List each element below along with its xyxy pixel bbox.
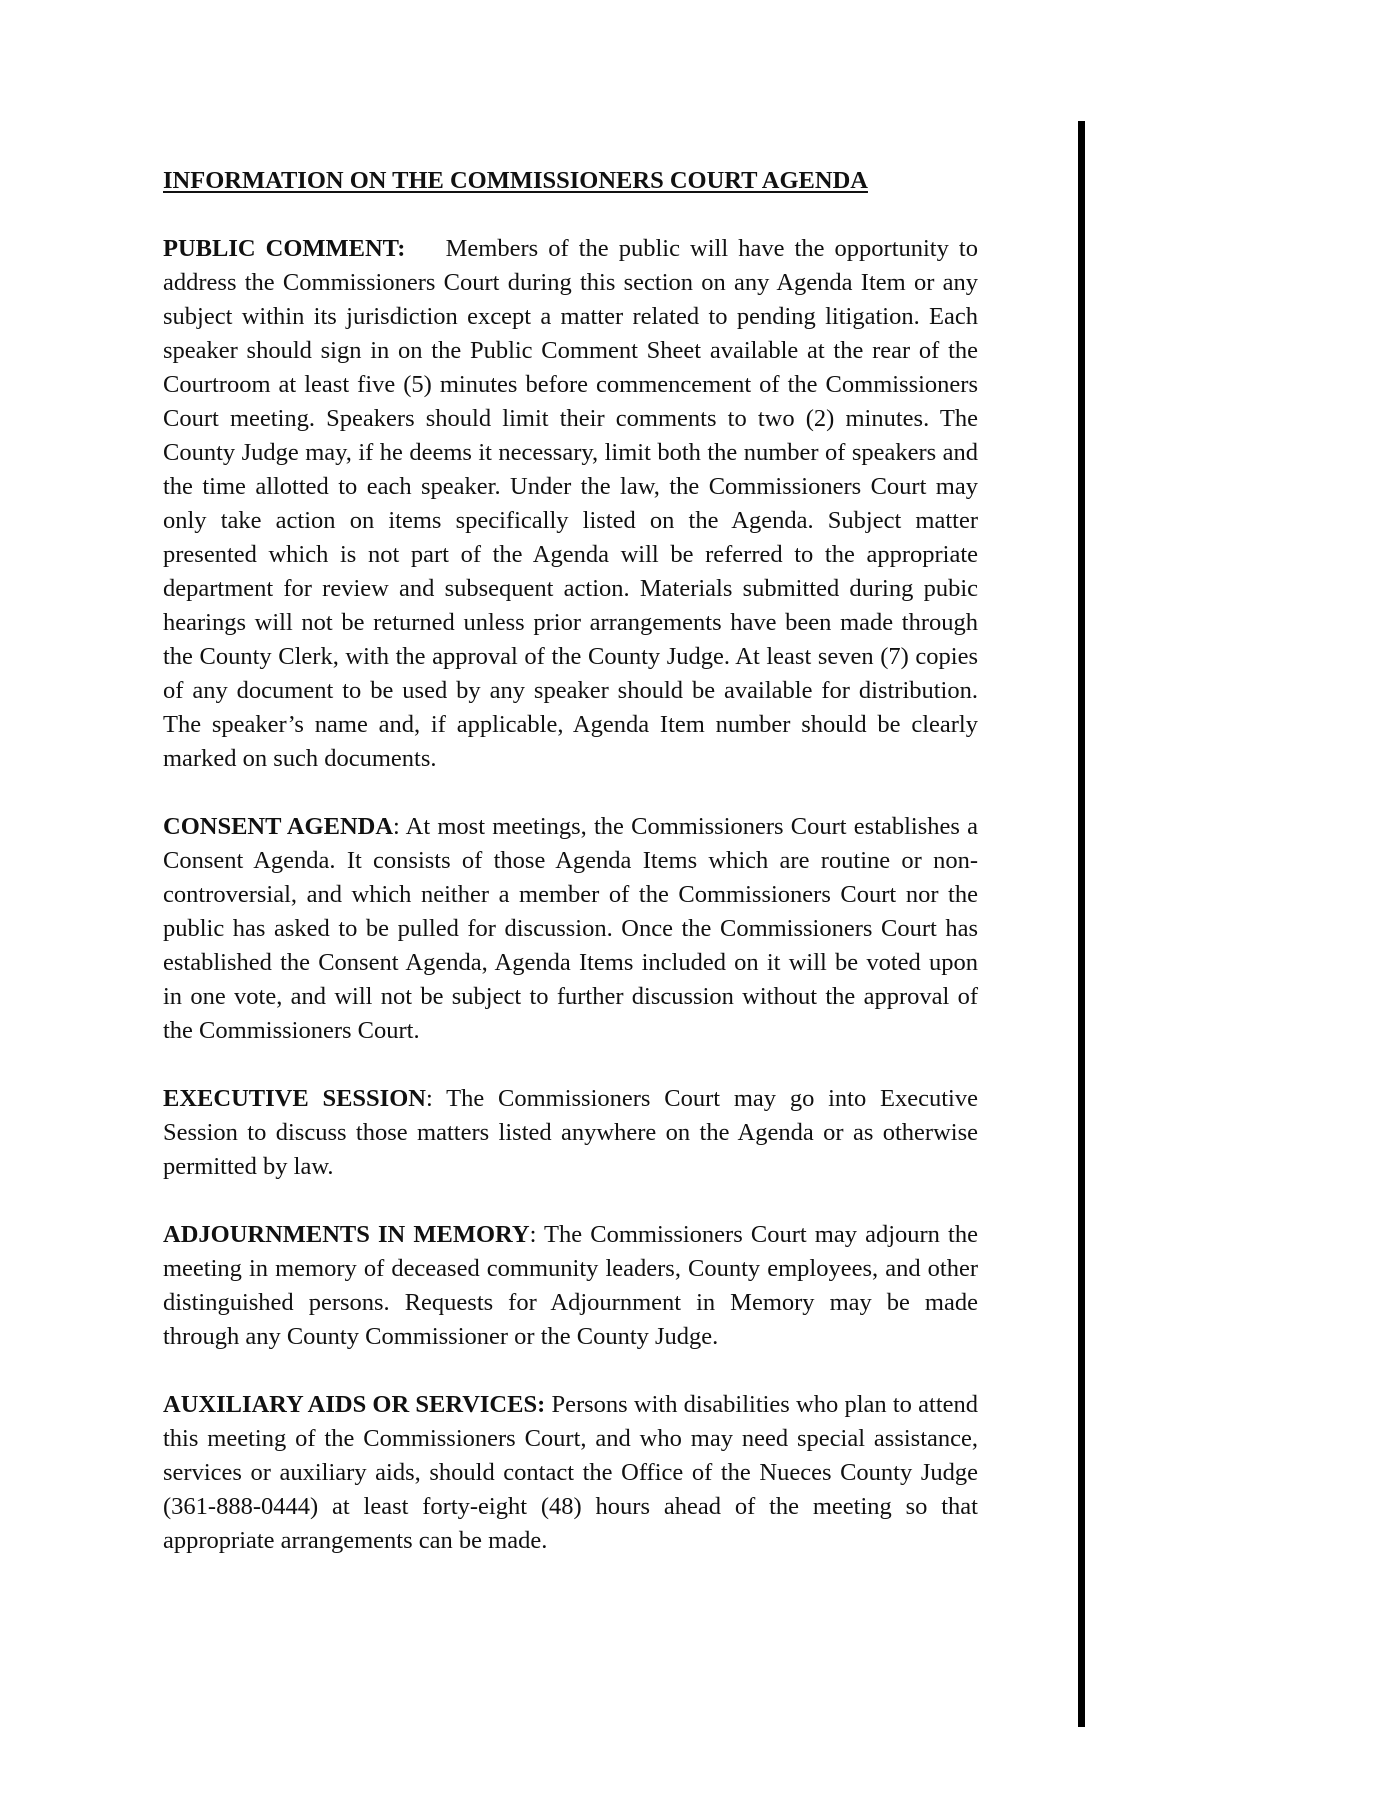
section-consent-agenda (163, 810, 978, 1048)
section-public-comment (163, 232, 978, 776)
section-text: Members of the public will have the opportunity to address the Commissioners Court during this section on any Agenda Item or any subject within its jurisdiction except a matter related to pending litigation. Each speaker should sign in on the Public Comment Sheet available at the rear of the Courtroom at least five (5) minutes before commencement of the Commissioners Court meeting. Speakers should limit their comments to two (2) minutes. The County Judge may, if he deems it necessary, limit both the number of speakers and the time allotted to each speaker. Under the law, the Commissioners Court may only take action on items specifically listed on the Agenda. Subject matter presented which is not part of the Agenda will be referred to the appropriate department for review and subsequent action. Materials submitted during pubic hearings will not be returned unless prior arrangements have been made through the County Clerk, with the approval of the County Judge. At least seven (7) copies of any document to be used by any speaker should be available for distribution. The speaker’s name and, if applicable, Agenda Item number should be clearly marked on such documents. (163, 235, 978, 772)
section-executive-session (163, 1082, 978, 1184)
document-content (163, 164, 978, 1592)
section-text: Persons with disabilities who plan to attend this meeting of the Commissioners Court, and who may need special assistance, services or auxiliary aids, should contact the Office of the Nueces County Judge (361-888-0444) at least forty-eight (48) hours ahead of the meeting so that appropriate arrangements can be made. (163, 1391, 978, 1554)
section-label: AUXILIARY AIDS OR SERVICES: (163, 1391, 546, 1418)
margin-rule (1078, 121, 1085, 1727)
page-title: INFORMATION ON THE COMMISSIONERS COURT AGENDA (163, 167, 868, 194)
section-text: : The Commissioners Court may go into Executive Session to discuss those matters listed anywhere on the Agenda or as otherwise permitted by law. (163, 1085, 978, 1180)
section-text: : At most meetings, the Commissioners Court establishes a Consent Agenda. It consists of those Agenda Items which are routine or non-controversial, and which neither a member of the Commissioners Court nor the public has asked to be pulled for discussion. Once the Commissioners Court has established the Consent Agenda, Agenda Items included on it will be voted upon in one vote, and will not be subject to further discussion without the approval of the Commissioners Court. (163, 813, 978, 1044)
section-adjournments-in-memory (163, 1218, 978, 1354)
section-label: CONSENT AGENDA (163, 813, 394, 840)
section-label: ADJOURNMENTS IN MEMORY (163, 1221, 530, 1248)
section-text: : The Commissioners Court may adjourn the meeting in memory of deceased community leaders, County employees, and other distinguished persons. Requests for Adjournment in Memory may be made through any County Commissioner or the County Judge. (163, 1221, 978, 1350)
section-label: PUBLIC COMMENT: (163, 235, 406, 262)
section-auxiliary-aids (163, 1388, 978, 1558)
section-label: EXECUTIVE SESSION (163, 1085, 426, 1112)
